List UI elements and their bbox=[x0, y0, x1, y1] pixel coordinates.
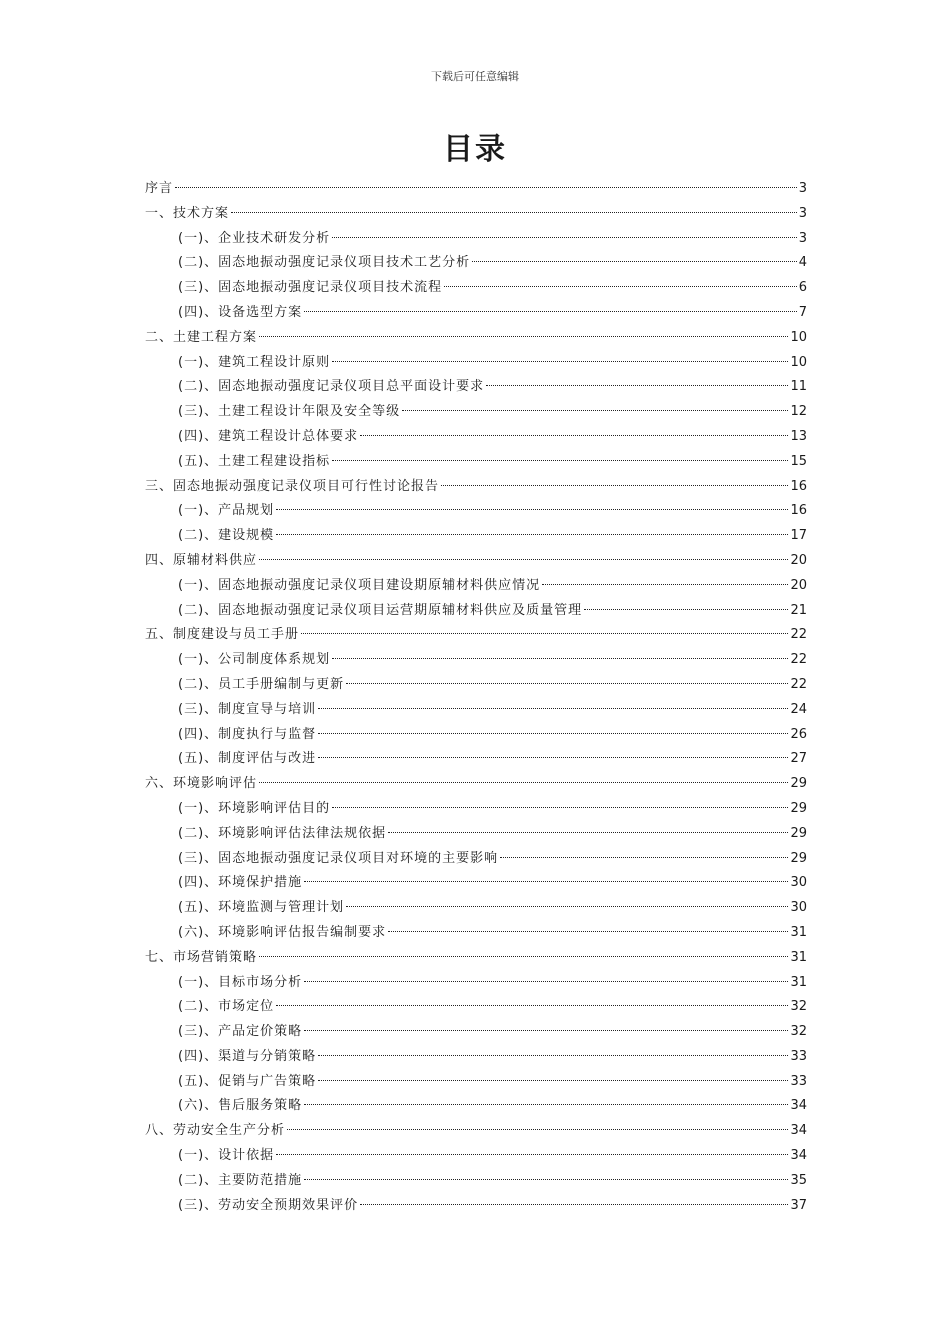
toc-dot-leader bbox=[304, 1030, 788, 1031]
toc-entry-page: 3 bbox=[798, 181, 807, 196]
toc-entry[interactable] bbox=[145, 425, 807, 450]
toc-entry[interactable] bbox=[145, 475, 807, 500]
toc-entry-label: (一)、固态地振动强度记录仪项目建设期原辅材料供应情况 bbox=[178, 577, 541, 593]
toc-entry[interactable] bbox=[145, 276, 807, 301]
toc-entry-page: 22 bbox=[790, 676, 807, 692]
toc-entry-label: (一)、产品规划 bbox=[178, 503, 275, 519]
toc-dot-leader bbox=[388, 931, 788, 932]
toc-entry-page: 24 bbox=[790, 701, 807, 717]
toc-entry[interactable] bbox=[145, 921, 807, 946]
toc-entry-page: 30 bbox=[790, 875, 807, 891]
toc-entry-page: 3 bbox=[798, 205, 807, 221]
toc-entry-page: 16 bbox=[790, 478, 807, 494]
toc-entry-label: 八、劳动安全生产分析 bbox=[145, 1123, 286, 1139]
toc-entry[interactable] bbox=[145, 177, 807, 202]
toc-entry-page: 22 bbox=[790, 627, 807, 643]
toc-dot-leader bbox=[441, 485, 788, 486]
toc-entry[interactable] bbox=[145, 747, 807, 772]
toc-dot-leader bbox=[276, 1154, 788, 1155]
toc-entry-label: (五)、制度评估与改进 bbox=[178, 751, 317, 767]
toc-entry-page: 7 bbox=[798, 304, 807, 320]
toc-dot-leader bbox=[304, 981, 788, 982]
toc-dot-leader bbox=[332, 807, 788, 808]
toc-entry-label: 一、技术方案 bbox=[145, 205, 230, 221]
toc-entry-label: (四)、设备选型方案 bbox=[178, 304, 303, 320]
toc-entry-label: (一)、设计依据 bbox=[178, 1148, 275, 1164]
toc-dot-leader bbox=[486, 385, 788, 386]
toc-entry-page: 11 bbox=[790, 379, 807, 395]
toc-dot-leader bbox=[346, 906, 788, 907]
toc-entry-label: 五、制度建设与员工手册 bbox=[145, 627, 300, 643]
toc-dot-leader bbox=[276, 509, 788, 510]
toc-entry-label: 二、土建工程方案 bbox=[145, 329, 258, 345]
toc-entry-label: (四)、建筑工程设计总体要求 bbox=[178, 428, 359, 444]
toc-dot-leader bbox=[318, 757, 788, 758]
toc-dot-leader bbox=[276, 534, 788, 535]
toc-entry-page: 21 bbox=[790, 602, 807, 618]
toc-entry-label: (六)、环境影响评估报告编制要求 bbox=[178, 924, 387, 940]
toc-entry-label: (一)、建筑工程设计原则 bbox=[178, 354, 331, 370]
toc-entry-label: (一)、目标市场分析 bbox=[178, 974, 303, 990]
toc-entry-page: 29 bbox=[790, 800, 807, 816]
toc-dot-leader bbox=[318, 1055, 788, 1056]
toc-entry-page: 29 bbox=[790, 776, 807, 792]
toc-dot-leader bbox=[259, 336, 788, 337]
page-header: 下载后可任意编辑 bbox=[431, 70, 519, 83]
toc-entry-label: (四)、制度执行与监督 bbox=[178, 726, 317, 742]
page-title: 目录 bbox=[443, 132, 507, 167]
toc-dot-leader bbox=[175, 187, 797, 188]
toc-entry-label: (二)、市场定位 bbox=[178, 999, 275, 1015]
toc-entry[interactable] bbox=[145, 772, 807, 797]
toc-entry[interactable] bbox=[145, 723, 807, 748]
toc-entry[interactable] bbox=[145, 251, 807, 276]
toc-entry-label: (二)、建设规模 bbox=[178, 528, 275, 544]
toc-entry-label: (四)、环境保护措施 bbox=[178, 875, 303, 891]
toc-entry[interactable] bbox=[145, 698, 807, 723]
toc-entry-page: 31 bbox=[790, 974, 807, 990]
toc-entry[interactable] bbox=[145, 847, 807, 872]
toc-dot-leader bbox=[231, 212, 797, 213]
toc-entry-page: 26 bbox=[790, 726, 807, 742]
toc-entry-label: (二)、固态地振动强度记录仪项目运营期原辅材料供应及质量管理 bbox=[178, 602, 583, 618]
toc-entry[interactable] bbox=[145, 797, 807, 822]
toc-dot-leader bbox=[332, 237, 797, 238]
toc-entry-page: 32 bbox=[790, 999, 807, 1015]
toc-dot-leader bbox=[259, 956, 788, 957]
toc-entry-page: 32 bbox=[790, 1024, 807, 1040]
toc-entry[interactable] bbox=[145, 995, 807, 1020]
toc-entry[interactable] bbox=[145, 822, 807, 847]
toc-dot-leader bbox=[301, 633, 788, 634]
toc-entry[interactable] bbox=[145, 1119, 807, 1144]
toc-dot-leader bbox=[259, 559, 788, 560]
toc-entry-page: 33 bbox=[790, 1048, 807, 1064]
toc-entry-page: 12 bbox=[790, 404, 807, 420]
toc-entry[interactable] bbox=[145, 301, 807, 326]
toc-entry-label: (五)、环境监测与管理计划 bbox=[178, 900, 345, 916]
toc-dot-leader bbox=[259, 782, 788, 783]
toc-entry-page: 29 bbox=[790, 825, 807, 841]
toc-dot-leader bbox=[472, 261, 797, 262]
toc-entry[interactable] bbox=[145, 971, 807, 996]
toc-entry[interactable] bbox=[145, 351, 807, 376]
toc-entry-label: 六、环境影响评估 bbox=[145, 776, 258, 792]
toc-entry-page: 27 bbox=[790, 751, 807, 767]
toc-entry[interactable] bbox=[145, 1070, 807, 1095]
toc-entry-page: 35 bbox=[790, 1172, 807, 1188]
toc-entry[interactable] bbox=[145, 450, 807, 475]
toc-entry-page: 15 bbox=[790, 453, 807, 469]
toc-dot-leader bbox=[318, 708, 788, 709]
toc-entry[interactable] bbox=[145, 1045, 807, 1070]
toc-entry-page: 31 bbox=[790, 924, 807, 940]
toc-entry-page: 22 bbox=[790, 652, 807, 668]
toc-dot-leader bbox=[360, 1204, 788, 1205]
toc-entry-page: 20 bbox=[790, 552, 807, 568]
toc-entry[interactable] bbox=[145, 648, 807, 673]
toc-entry-page: 6 bbox=[798, 280, 807, 296]
toc-entry[interactable] bbox=[145, 499, 807, 524]
toc-entry[interactable] bbox=[145, 1094, 807, 1119]
toc-entry-page: 31 bbox=[790, 949, 807, 965]
toc-entry-label: (一)、企业技术研发分析 bbox=[178, 230, 331, 246]
toc-entry-label: (二)、员工手册编制与更新 bbox=[178, 676, 345, 692]
toc-entry-label: (二)、固态地振动强度记录仪项目技术工艺分析 bbox=[178, 255, 471, 271]
toc-dot-leader bbox=[332, 361, 788, 362]
toc-entry[interactable] bbox=[145, 871, 807, 896]
toc-entry-page: 3 bbox=[798, 230, 807, 246]
toc-entry[interactable] bbox=[145, 599, 807, 624]
table-of-contents bbox=[145, 177, 807, 1218]
toc-dot-leader bbox=[584, 609, 788, 610]
toc-entry[interactable] bbox=[145, 227, 807, 252]
toc-dot-leader bbox=[318, 733, 788, 734]
toc-dot-leader bbox=[332, 460, 788, 461]
toc-entry-page: 16 bbox=[790, 503, 807, 519]
toc-entry[interactable] bbox=[145, 574, 807, 599]
toc-entry[interactable] bbox=[145, 549, 807, 574]
toc-dot-leader bbox=[388, 832, 788, 833]
toc-dot-leader bbox=[500, 857, 788, 858]
toc-entry[interactable] bbox=[145, 623, 807, 648]
toc-entry-page: 37 bbox=[790, 1197, 807, 1213]
toc-entry[interactable] bbox=[145, 1194, 807, 1219]
toc-entry-label: (三)、土建工程设计年限及安全等级 bbox=[178, 404, 401, 420]
toc-entry-label: (三)、固态地振动强度记录仪项目对环境的主要影响 bbox=[178, 850, 499, 866]
toc-entry-label: 四、原辅材料供应 bbox=[145, 552, 258, 568]
toc-dot-leader bbox=[318, 1080, 788, 1081]
toc-dot-leader bbox=[304, 881, 788, 882]
toc-entry-label: 七、市场营销策略 bbox=[145, 949, 258, 965]
toc-entry[interactable] bbox=[145, 896, 807, 921]
toc-entry-page: 10 bbox=[790, 329, 807, 345]
toc-entry-page: 30 bbox=[790, 900, 807, 916]
toc-entry-page: 17 bbox=[790, 528, 807, 544]
toc-dot-leader bbox=[346, 683, 788, 684]
toc-entry-label: (二)、主要防范措施 bbox=[178, 1172, 303, 1188]
toc-entry-label: (六)、售后服务策略 bbox=[178, 1098, 303, 1114]
toc-dot-leader bbox=[304, 1104, 788, 1105]
toc-entry-page: 10 bbox=[790, 354, 807, 370]
toc-entry[interactable] bbox=[145, 673, 807, 698]
toc-entry-label: (三)、产品定价策略 bbox=[178, 1024, 303, 1040]
toc-dot-leader bbox=[360, 435, 788, 436]
toc-entry-label: 序言 bbox=[145, 181, 174, 196]
toc-entry-page: 34 bbox=[790, 1098, 807, 1114]
toc-entry[interactable] bbox=[145, 202, 807, 227]
toc-entry[interactable] bbox=[145, 524, 807, 549]
toc-entry-page: 34 bbox=[790, 1148, 807, 1164]
toc-entry-page: 13 bbox=[790, 428, 807, 444]
toc-entry-page: 29 bbox=[790, 850, 807, 866]
toc-entry-label: (一)、环境影响评估目的 bbox=[178, 800, 331, 816]
toc-entry[interactable] bbox=[145, 326, 807, 351]
toc-entry[interactable] bbox=[145, 1020, 807, 1045]
toc-dot-leader bbox=[304, 311, 797, 312]
toc-entry[interactable] bbox=[145, 375, 807, 400]
toc-entry-label: (二)、固态地振动强度记录仪项目总平面设计要求 bbox=[178, 379, 485, 395]
toc-dot-leader bbox=[444, 286, 797, 287]
toc-entry-label: (三)、劳动安全预期效果评价 bbox=[178, 1197, 359, 1213]
toc-entry-page: 4 bbox=[798, 255, 807, 271]
toc-entry[interactable] bbox=[145, 1169, 807, 1194]
toc-entry-label: (二)、环境影响评估法律法规依据 bbox=[178, 825, 387, 841]
toc-entry-label: (五)、土建工程建设指标 bbox=[178, 453, 331, 469]
toc-entry-label: (三)、固态地振动强度记录仪项目技术流程 bbox=[178, 280, 443, 296]
toc-entry[interactable] bbox=[145, 946, 807, 971]
toc-dot-leader bbox=[402, 410, 788, 411]
toc-entry[interactable] bbox=[145, 1144, 807, 1169]
toc-entry-page: 33 bbox=[790, 1073, 807, 1089]
toc-entry-label: 三、固态地振动强度记录仪项目可行性讨论报告 bbox=[145, 478, 440, 494]
toc-dot-leader bbox=[304, 1179, 788, 1180]
toc-entry[interactable] bbox=[145, 400, 807, 425]
toc-dot-leader bbox=[542, 584, 788, 585]
toc-entry-label: (一)、公司制度体系规划 bbox=[178, 652, 331, 668]
toc-entry-label: (三)、制度宣导与培训 bbox=[178, 701, 317, 717]
toc-dot-leader bbox=[332, 658, 788, 659]
toc-entry-page: 34 bbox=[790, 1123, 807, 1139]
toc-dot-leader bbox=[276, 1005, 788, 1006]
toc-entry-label: (四)、渠道与分销策略 bbox=[178, 1048, 317, 1064]
toc-entry-label: (五)、促销与广告策略 bbox=[178, 1073, 317, 1089]
toc-dot-leader bbox=[287, 1129, 788, 1130]
toc-entry-page: 20 bbox=[790, 577, 807, 593]
